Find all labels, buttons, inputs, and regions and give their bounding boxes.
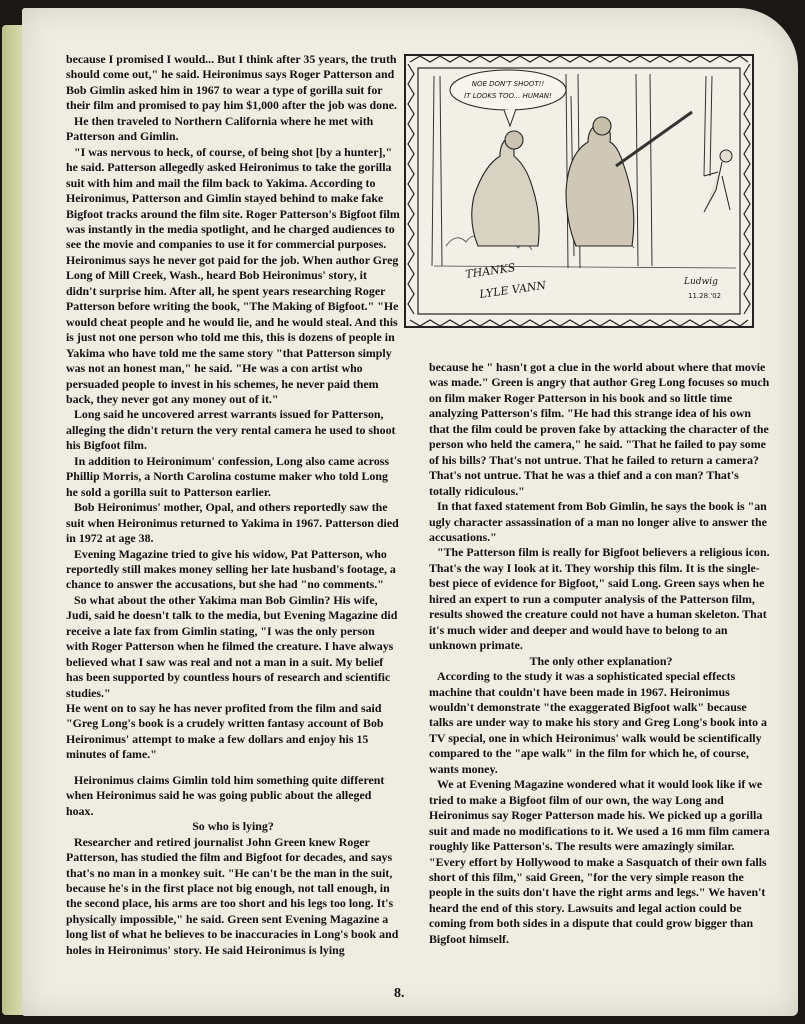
paragraph: He then traveled to Northern California where he met with Patterson and Gimlin. — [66, 113, 374, 144]
paragraph: Heironimus claims Gimlin told him something quite different when Heironimus said he was going public about the alleged hoax. — [66, 772, 385, 818]
article-column-right — [429, 360, 773, 947]
speech-bubble — [450, 70, 566, 126]
paragraph: So what about the other Yakima man Bob Gimlin? His wife, Judi, said he doesn't talk to the media, but Evening Magazine did receive a late fax from Gimlin stating, "I was the only person with Roger Patterson when he filmed the creature. I have always believed what I saw was real and not a man in a suit. My belief has been supported by countless hours of research and scientific studies." — [66, 592, 398, 700]
paragraph: In addition to Heironimum' confession, Long also came across Phillip Morris, a North Carolina costume maker who told Long he sold a gorilla suit to Patterson earlier. — [66, 453, 390, 499]
artist-signature: Ludwig — [684, 277, 718, 287]
paragraph: Long said he uncovered arrest warrants issued for Patterson, alleging the didn't return the very rental camera he used to shoot his Bigfoot film. — [66, 407, 396, 453]
inscription-line2: LYLE VANN — [478, 278, 547, 301]
paragraph: Evening Magazine tried to give his widow, Pat Patterson, who reportedly still makes money selling her late husband's footage, a chance to answer the accusations, but she had "no comments." — [66, 546, 396, 592]
cartoon-illustration — [406, 56, 752, 326]
section-heading: So who is lying? — [192, 819, 274, 834]
artist-date: 11.28.'02 — [688, 292, 722, 300]
article-column-left — [66, 52, 400, 958]
paragraph: He went on to say he has never profited from the film and said "Greg Long's book is a crudely written fantasy account of Bob Heironimus' attempt to make a few dollars and enjoy his 15 minutes of fame." — [66, 701, 384, 762]
hunter-figure — [704, 150, 732, 212]
speech-text-line1: NOE DON'T SHOOT!! — [471, 80, 545, 88]
paragraph: because I promised I would... But I think after 35 years, the truth should come out," he said. Heironimus says Roger Patterson and Bob Gimlin asked him in 1967 to wear a type of gorilla suit for their film and promised to pay him $1,000 after the job was done. — [66, 52, 397, 113]
paragraph: Bob Heironimus' mother, Opal, and others reportedly saw the suit when Heironimus returned to Yakima in 1967. Patterson died in 1972 at age 38. — [66, 500, 399, 546]
page-number: 8. — [394, 986, 405, 1001]
paragraph: We at Evening Magazine wondered what it would look like if we tried to make a Bigfoot film of our own, the way Long and Heironimus say Roger Patterson made his. We picked up a gorilla suit and made no modifications to it. We used a 16 mm film camera roughly like Patterson's. The results were amazingly similar. "Every effort by Hollywood to make a Sasquatch of their own falls short of this film," said Green, "for the very simple reason the people in the suits don't have the right arms and legs." We haven't heard the end of this story. Lawsuits and legal action could be coming from both sides in a dispute that could grow bigger than Bigfoot himself. — [429, 777, 770, 946]
bigfoot-cartoon — [404, 54, 754, 328]
section-heading: The only other explanation? — [529, 653, 673, 668]
paragraph: "I was nervous to heck, of course, of being shot [by a hunter]," he said. Patterson allegedly asked Heironimus to take the gorilla suit with him and mail the film back to Yakima. According to Heironimus, Patterson and Gimlin stayed behind to make fake Bigfoot tracks around the film site. Roger Patterson's Bigfoot film was instantly in the media spotlight, and he charged audiences to see the movie and companies to use it for commercial purposes. Heironimus says he never got paid for the job. When author Greg Long of Mill Creek, Wash., heard Bob Heironimus' story, it didn't surprise him. After all, he spent years researching Roger Patterson before writing the book, "The Making of Bigfoot." "He would cheat people and he would lie, and he would steal. And this is just not one person who told me this, this is dozens of people in Yakima who have told me the same story "that Patterson simply was not an honest man," he said. "He was a con artist who persuaded people to invest in his schemes, he never paid them back, they never got any money out of it." — [66, 144, 400, 406]
speech-text-line2: IT LOOKS TOO... HUMAN! — [464, 92, 552, 100]
paragraph: According to the study it was a sophisticated special effects machine that couldn't have been made in 1967. Heironimus wouldn't demonstrate "the exaggerated Bigfoot walk" because talks are under way to make his story and Greg Long's book into a TV special, one in which Heironimus' walk would be scientifically compared to the "ape walk" in the film for which he, of course, wants money. — [429, 669, 767, 776]
inscription-line1: THANKS — [464, 261, 517, 281]
paragraph: In that faxed statement from Bob Gimlin, he says the book is "an ugly character assassination of a man no longer alive to answer the accusations." — [429, 499, 767, 544]
bigfoot-figure-left — [472, 131, 539, 246]
paragraph: Researcher and retired journalist John Green knew Roger Patterson, has studied the film and Bigfoot for decades, and says that's no man in a monkey suit. "He can't be the man in the suit, because he's in the first place not big enough, not tall enough, in the second place, his arms are too short and his legs too long. It's physically impossible," he said. Green sent Evening Magazine a long list of what he believes to be inaccuracies in Long's book and holes in Heironimus' story. He said Heironimus is lying — [66, 834, 399, 957]
bigfoot-figure-right — [566, 112, 692, 246]
paragraph: "The Patterson film is really for Bigfoot believers a religious icon. That's the way I look at it. They worship this film. It is the single-best piece of evidence for Bigfoot," said Long. Green says when he hired an expert to run a computer analysis of the Patterson film, results showed the creature could not have a human skeleton. That it's much wider and deeper and would have to belong to an unknown primate. — [429, 545, 770, 653]
paragraph: because he " hasn't got a clue in the world about where that movie was made." Green is angry that author Greg Long focuses so much on film maker Roger Patterson in his book and so little time analyzing Patterson's film. "He had this strange idea of his own that the film could be proven fake by attacking the character of the person who held the camera," he said. "That he failed to pay some of his bills? That's not untrue. That he failed to return a camera? That's not untrue. That he was a thief and a con man? That's totally ridiculous." — [429, 360, 770, 498]
